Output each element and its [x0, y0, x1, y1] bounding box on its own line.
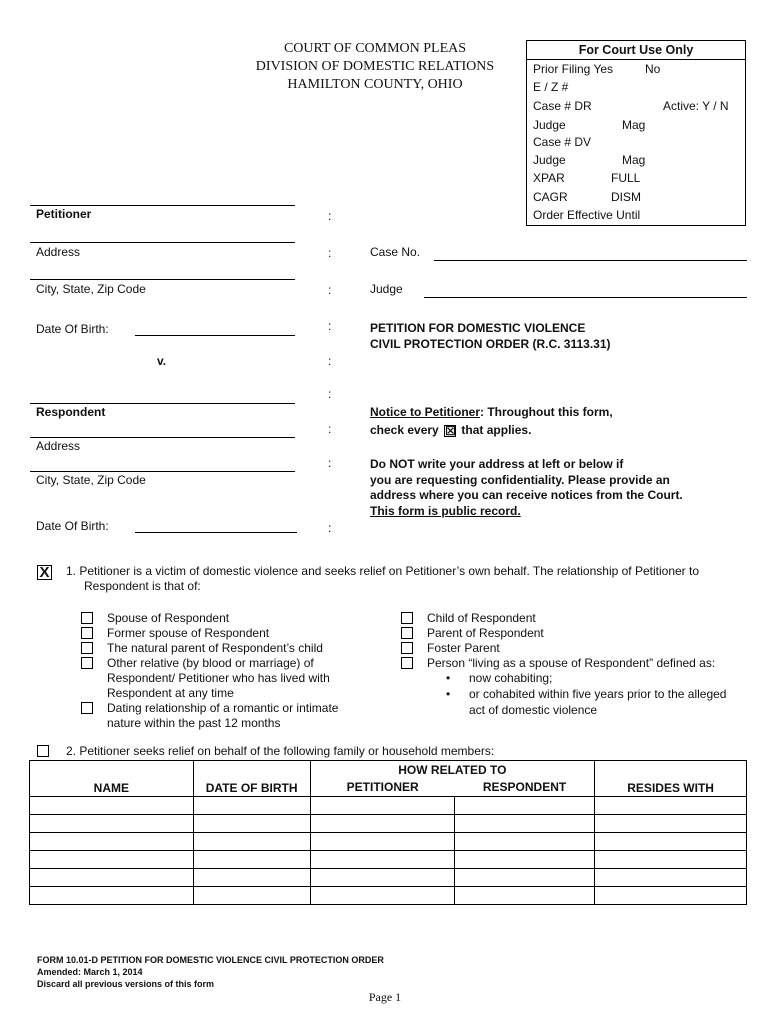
notice-label: Notice to Petitioner	[370, 405, 481, 419]
petitioner-dob-line[interactable]	[135, 335, 295, 336]
dob-label: Date Of Birth:	[36, 322, 109, 336]
name-cell[interactable]	[30, 797, 194, 815]
col-how-related: HOW RELATED TO	[310, 761, 595, 779]
case-no-line[interactable]	[434, 260, 747, 261]
case-dr-label: Case # DR	[533, 99, 592, 113]
discard-notice: Discard all previous versions of this form	[37, 979, 215, 989]
respondent-city-line[interactable]	[30, 471, 295, 472]
col-resides: RESIDES WITH	[595, 761, 747, 797]
dob-cell[interactable]	[193, 851, 310, 869]
cagr-label: CAGR	[533, 190, 568, 204]
col-petitioner: PETITIONER	[310, 779, 455, 797]
court-header	[230, 40, 520, 94]
petitioner-cell[interactable]	[310, 797, 455, 815]
respondent-cell[interactable]	[455, 887, 595, 905]
item2-text: 2. Petitioner seeks relief on behalf of the following family or household members:	[66, 744, 495, 758]
colon: :	[328, 246, 332, 260]
page-number: Page 1	[368, 990, 402, 1004]
judge-label: Judge	[370, 282, 403, 296]
petitioner-name-line[interactable]	[30, 205, 295, 206]
conf-line-4: This form is public record.	[370, 503, 521, 518]
table-row	[30, 851, 747, 869]
check-every-line	[370, 423, 531, 437]
petitioner-cell[interactable]	[310, 887, 455, 905]
colon: :	[328, 422, 332, 436]
respondent-label: Respondent	[36, 405, 106, 419]
case-dv-label: Case # DV	[533, 135, 592, 149]
resides-cell[interactable]	[595, 797, 747, 815]
colon: :	[328, 387, 332, 401]
table-row	[30, 797, 747, 815]
colon: :	[328, 456, 332, 470]
resides-cell[interactable]	[595, 851, 747, 869]
petitioner-cell[interactable]	[310, 851, 455, 869]
prior-filing-no: No	[645, 62, 661, 76]
option-living-as-spouse: Person “living as a spouse of Respondent” defined as:	[427, 656, 716, 670]
col-dob: DATE OF BIRTH	[193, 761, 310, 797]
case-no-label: Case No.	[370, 245, 421, 259]
household-members-table	[29, 760, 747, 905]
table-row	[30, 869, 747, 887]
respondent-cell[interactable]	[455, 797, 595, 815]
court-use-box	[526, 40, 746, 226]
form-footer	[37, 954, 384, 990]
name-cell[interactable]	[30, 833, 194, 851]
item1-line-2: Respondent is that of:	[84, 579, 201, 593]
dob-cell[interactable]	[193, 833, 310, 851]
table-row	[30, 833, 747, 851]
colon: :	[328, 354, 332, 368]
option-former-spouse: Former spouse of Respondent	[107, 626, 270, 640]
dob-cell[interactable]	[193, 815, 310, 833]
resides-cell[interactable]	[595, 887, 747, 905]
court-use-title: For Court Use Only	[527, 41, 745, 60]
other-relative-checkbox[interactable]	[81, 657, 93, 669]
child-checkbox[interactable]	[401, 612, 413, 624]
petition-title-2: CIVIL PROTECTION ORDER (R.C. 3113.31)	[370, 337, 611, 351]
living-as-spouse-checkbox[interactable]	[401, 657, 413, 669]
petitioner-cell[interactable]	[310, 833, 455, 851]
option-parent: Parent of Respondent	[427, 626, 544, 640]
foster-parent-checkbox[interactable]	[401, 642, 413, 654]
natural-parent-checkbox[interactable]	[81, 642, 93, 654]
colon: :	[328, 319, 332, 333]
bullet-cohabited-2: act of domestic violence	[469, 703, 598, 717]
court-name: COURT OF COMMON PLEAS	[283, 41, 467, 56]
dob-cell[interactable]	[193, 797, 310, 815]
resides-cell[interactable]	[595, 869, 747, 887]
respondent-address-line[interactable]	[30, 437, 295, 438]
bullet-icon: •	[446, 671, 451, 685]
option-other-relative-2: Respondent/ Petitioner who has lived with	[107, 671, 330, 685]
division-name: DIVISION OF DOMESTIC RELATIONS	[255, 59, 495, 74]
respondent-name-line[interactable]	[30, 403, 295, 404]
city-label-2: City, State, Zip Code	[36, 473, 146, 487]
petitioner-city-line[interactable]	[30, 279, 295, 280]
bullet-cohabited: or cohabited within five years prior to the alleged	[469, 687, 727, 701]
name-cell[interactable]	[30, 869, 194, 887]
judge-label-2: Judge	[533, 153, 566, 167]
option-child: Child of Respondent	[427, 611, 536, 625]
dism-label: DISM	[611, 190, 641, 204]
conf-line-2: you are requesting confidentiality. Please provide an	[370, 472, 670, 487]
table-row	[30, 887, 747, 905]
city-label: City, State, Zip Code	[36, 282, 146, 296]
dob-cell[interactable]	[193, 869, 310, 887]
spouse-checkbox[interactable]	[81, 612, 93, 624]
full-label: FULL	[611, 171, 641, 185]
ez-label: E / Z #	[533, 80, 569, 94]
county-name: HAMILTON COUNTY, OHIO	[287, 77, 463, 92]
respondent-cell[interactable]	[455, 815, 595, 833]
conf-line-1: Do NOT write your address at left or below if	[370, 457, 624, 471]
option-natural-parent: The natural parent of Respondent’s child	[107, 641, 323, 655]
colon: :	[328, 209, 332, 223]
judge-line[interactable]	[424, 297, 747, 298]
conf-line-3: address where you can receive notices from the Court.	[370, 488, 683, 502]
colon: :	[328, 521, 332, 535]
form-id: FORM 10.01-D PETITION FOR DOMESTIC VIOLENCE CIVIL PROTECTION ORDER	[37, 955, 384, 965]
address-label-2: Address	[36, 439, 81, 453]
item2-checkbox[interactable]	[37, 745, 49, 757]
option-other-relative-3: Respondent at any time	[107, 686, 234, 700]
petitioner-label: Petitioner	[36, 207, 92, 221]
resides-cell[interactable]	[595, 815, 747, 833]
item1-checkbox[interactable]: X	[37, 565, 52, 580]
option-dating-2: nature within the past 12 months	[107, 716, 281, 730]
mag-label-1: Mag	[622, 118, 646, 132]
bullet-icon: •	[446, 687, 451, 701]
notice-line	[370, 405, 613, 419]
option-foster-parent: Foster Parent	[427, 641, 500, 655]
mag-label-2: Mag	[622, 153, 646, 167]
former-spouse-checkbox[interactable]	[81, 627, 93, 639]
parent-checkbox[interactable]	[401, 627, 413, 639]
name-cell[interactable]	[30, 851, 194, 869]
order-effective-label: Order Effective Until	[533, 208, 641, 222]
dob-label-2: Date Of Birth:	[36, 519, 109, 533]
judge-label-1: Judge	[533, 118, 566, 132]
active-label: Active: Y / N	[663, 99, 729, 113]
option-spouse: Spouse of Respondent	[107, 611, 230, 625]
petitioner-cell[interactable]	[310, 869, 455, 887]
respondent-cell[interactable]	[455, 869, 595, 887]
respondent-dob-line[interactable]	[135, 532, 297, 533]
checked-box-icon: ☒	[445, 424, 456, 438]
versus-label: v.	[157, 354, 167, 368]
notice-rest: : Throughout this form,	[480, 405, 613, 419]
colon: :	[328, 283, 332, 297]
that-applies-text: that applies.	[461, 423, 532, 437]
item1-line-1: 1. Petitioner is a victim of domestic violence and seeks relief on Petitioner’s own behalf. The relationship of Petitioner to	[66, 564, 700, 578]
option-dating: Dating relationship of a romantic or intimate	[107, 701, 339, 715]
name-cell[interactable]	[30, 887, 194, 905]
address-label: Address	[36, 245, 81, 259]
check-every-text: check every	[370, 423, 439, 437]
dob-cell[interactable]	[193, 887, 310, 905]
name-cell[interactable]	[30, 815, 194, 833]
item1-text	[66, 564, 699, 594]
petitioner-cell[interactable]	[310, 815, 455, 833]
xpar-label: XPAR	[533, 171, 565, 185]
petition-title-1: PETITION FOR DOMESTIC VIOLENCE	[370, 321, 586, 335]
confidentiality-notice	[370, 457, 683, 519]
respondent-cell[interactable]	[455, 851, 595, 869]
option-other-relative: Other relative (by blood or marriage) of	[107, 656, 314, 670]
col-name: NAME	[30, 761, 194, 797]
petitioner-address-line[interactable]	[30, 242, 295, 243]
table-row	[30, 815, 747, 833]
bullet-cohabiting: now cohabiting;	[469, 671, 553, 685]
prior-filing-label: Prior Filing Yes	[533, 62, 614, 76]
resides-cell[interactable]	[595, 833, 747, 851]
amended-date: Amended: March 1, 2014	[37, 967, 143, 977]
col-respondent: RESPONDENT	[455, 779, 595, 797]
respondent-cell[interactable]	[455, 833, 595, 851]
dating-checkbox[interactable]	[81, 702, 93, 714]
